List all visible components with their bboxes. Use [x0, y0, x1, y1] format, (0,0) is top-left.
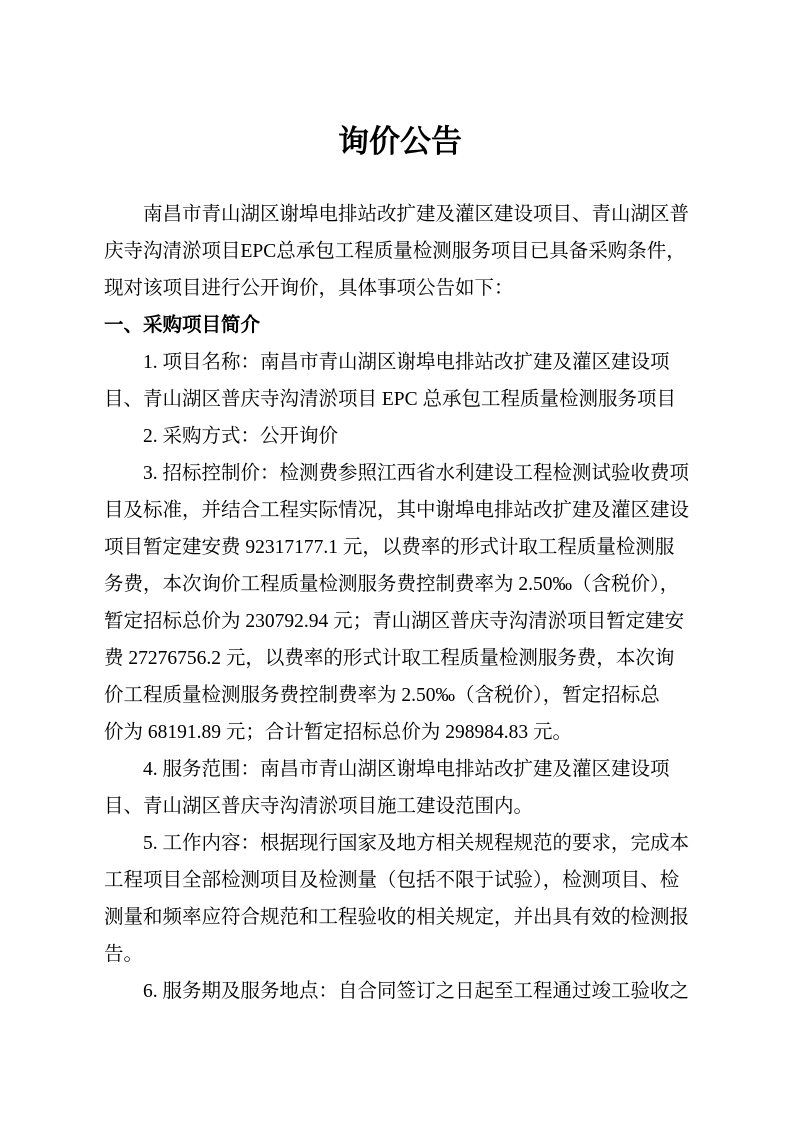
document-line: 目、青山湖区普庆寺沟清淤项目施工建设范围内。 [104, 796, 534, 817]
document-line: 5. 工作内容：根据现行国家及地方相关规程规范的要求，完成本 [143, 833, 690, 854]
document-line: 项目暂定建安费 92317177.1 元，以费率的形式计取工程质量检测服 [104, 537, 675, 558]
document-line: 价为 68191.89 元；合计暂定招标总价为 298984.83 元。 [104, 722, 573, 743]
document-line: 庆寺沟清淤项目EPC总承包工程质量检测服务项目已具备采购条件， [104, 241, 686, 262]
document-line: 费 27276756.2 元，以费率的形式计取工程质量检测服务费，本次询 [104, 648, 675, 669]
document-line: 测量和频率应符合规范和工程验收的相关规定，并出具有效的检测报 [104, 907, 690, 928]
document-line: 目、青山湖区普庆寺沟清淤项目 EPC 总承包工程质量检测服务项目 [104, 389, 677, 410]
document-line: 务费，本次询价工程质量检测服务费控制费率为 2.50‰（含税价）， [104, 574, 680, 595]
document-body [104, 196, 704, 1010]
document-line: 目及标准，并结合工程实际情况，其中谢埠电排站改扩建及灌区建设 [104, 500, 690, 521]
document-line: 1. 项目名称：南昌市青山湖区谢埠电排站改扩建及灌区建设项 [143, 352, 670, 373]
document-title: 询价公告 [338, 124, 462, 159]
document-line: 现对该项目进行公开询价，具体事项公告如下： [104, 278, 514, 299]
document-line: 南昌市青山湖区谢埠电排站改扩建及灌区建设项目、青山湖区普 [143, 204, 690, 225]
document-line: 告。 [104, 944, 144, 965]
document-line: 工程项目全部检测项目及检测量（包括不限于试验），检测项目、检 [104, 870, 680, 891]
document-line: 价工程质量检测服务费控制费率为 2.50‰（含税价），暂定招标总 [104, 685, 660, 706]
document-line: 一、采购项目简介 [104, 315, 261, 336]
document-line: 3. 招标控制价：检测费参照江西省水利建设工程检测试验收费项 [143, 463, 690, 484]
document-line: 4. 服务范围：南昌市青山湖区谢埠电排站改扩建及灌区建设项 [143, 759, 670, 780]
document-line: 6. 服务期及服务地点：自合同签订之日起至工程通过竣工验收之 [143, 981, 690, 1002]
document-line: 2. 采购方式：公开询价 [143, 426, 339, 447]
document-line: 暂定招标总价为 230792.94 元；青山湖区普庆寺沟清淤项目暂定建安 [104, 611, 685, 632]
